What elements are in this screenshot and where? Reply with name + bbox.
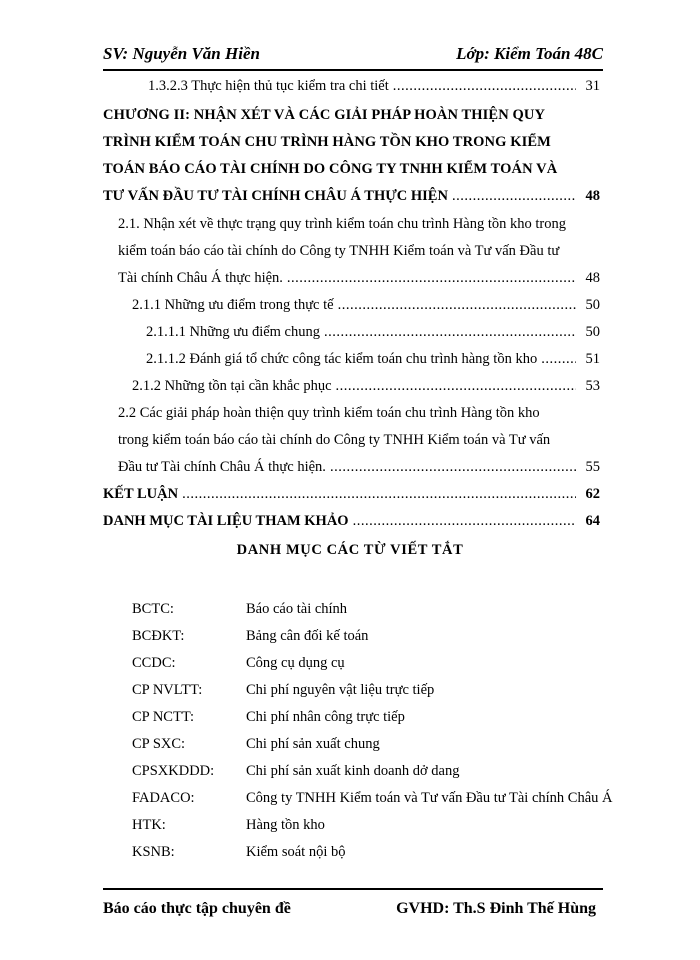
abbreviation-meaning: Công ty TNHH Kiểm toán và Tư vấn Đầu tư Tài chính Châu Á — [246, 790, 613, 806]
toc-page-number: 31 — [585, 78, 600, 94]
toc-entry-text: 2.1.1.1 Những ưu điểm chung — [146, 324, 320, 340]
toc-chapter-2-line-3: TOÁN BÁO CÁO TÀI CHÍNH DO CÔNG TY TNHH KIỂM TOÁN VÀ — [103, 161, 558, 177]
toc-section-2-1-line-1: 2.1. Nhận xét về thực trạng quy trình kiểm toán chu trình Hàng tồn kho trong — [118, 216, 567, 232]
abbreviations-title: DANH MỤC CÁC TỪ VIẾT TẮT — [236, 542, 464, 558]
abbreviation-meaning: Chi phí nhân công trực tiếp — [246, 709, 405, 725]
toc-section-2-2-line-2: trong kiểm toán báo cáo tài chính do Công ty TNHH Kiểm toán và Tư vấn — [118, 432, 551, 448]
toc-page-number: 48 — [585, 270, 600, 286]
toc-leader — [336, 378, 576, 395]
abbreviation-term: CP NVLTT: — [132, 682, 203, 698]
toc-entry-text: Đầu tư Tài chính Châu Á thực hiện. — [118, 459, 326, 475]
abbreviation-meaning: Chi phí sản xuất chung — [246, 736, 380, 752]
toc-page-number: 55 — [585, 459, 600, 475]
abbreviation-term: HTK: — [132, 817, 166, 833]
abbreviation-meaning: Hàng tồn kho — [246, 817, 325, 833]
toc-page-number: 50 — [585, 324, 600, 340]
footer-divider — [103, 888, 603, 890]
toc-leader — [393, 78, 576, 95]
toc-entry-text: 1.3.2.3 Thực hiện thủ tục kiểm tra chi tiết — [148, 78, 389, 94]
toc-entry-2-2[interactable] — [118, 459, 600, 476]
toc-page-number: 53 — [585, 378, 600, 394]
abbreviation-term: KSNB: — [132, 844, 175, 860]
toc-entry-2-1[interactable] — [118, 270, 600, 287]
abbreviation-meaning: Công cụ dụng cụ — [246, 655, 345, 671]
toc-leader — [338, 297, 576, 314]
footer-advisor: GVHD: Th.S Đinh Thế Hùng — [396, 900, 596, 917]
toc-entry-2-1-1-2[interactable] — [146, 351, 600, 368]
abbreviation-term: CP NCTT: — [132, 709, 194, 725]
abbreviation-meaning: Báo cáo tài chính — [246, 601, 348, 617]
abbreviation-term: CP SXC: — [132, 736, 186, 752]
toc-entry-text: 2.1.1 Những ưu điểm trong thực tế — [132, 297, 334, 313]
abbreviation-term: BCTC: — [132, 601, 174, 617]
toc-page-number: 51 — [585, 351, 600, 367]
toc-entry-2-1-1-1[interactable] — [146, 324, 600, 341]
header-divider — [103, 69, 603, 71]
header-student-name: SV: Nguyễn Văn Hiền — [103, 44, 260, 63]
toc-leader — [182, 486, 576, 503]
toc-page-number: 62 — [585, 486, 600, 502]
abbreviation-meaning: Kiểm soát nội bộ — [246, 844, 346, 860]
abbreviation-term: BCĐKT: — [132, 628, 185, 644]
abbreviation-term: CPSXKDDD: — [132, 763, 215, 779]
toc-entry-text: 2.1.1.2 Đánh giá tổ chức công tác kiểm toán chu trình hàng tồn kho — [146, 351, 538, 367]
toc-leader — [324, 324, 576, 341]
toc-page-number: 64 — [585, 513, 600, 529]
abbreviation-term: CCDC: — [132, 655, 176, 671]
toc-page-number: 48 — [585, 188, 600, 204]
toc-entry-text: DANH MỤC TÀI LIỆU THAM KHẢO — [103, 513, 349, 529]
toc-chapter-2-line-1: CHƯƠNG II: NHẬN XÉT VÀ CÁC GIẢI PHÁP HOÀN THIỆN QUY — [103, 107, 546, 123]
toc-leader — [541, 351, 576, 368]
toc-page-number: 50 — [585, 297, 600, 313]
abbreviation-meaning: Chi phí sản xuất kinh doanh dở dang — [246, 763, 460, 779]
toc-entry-references[interactable] — [103, 513, 600, 530]
toc-entry-text: TƯ VẤN ĐẦU TƯ TÀI CHÍNH CHÂU Á THỰC HIỆN — [103, 188, 448, 204]
toc-entry-1-3-2-3[interactable] — [148, 78, 600, 95]
toc-entry-text: Tài chính Châu Á thực hiện. — [118, 270, 283, 286]
toc-entry-chapter-2[interactable] — [103, 188, 600, 205]
toc-leader — [452, 188, 576, 205]
header-class: Lớp: Kiểm Toán 48C — [456, 44, 603, 63]
footer-report-title: Báo cáo thực tập chuyên đề — [103, 900, 291, 917]
toc-entry-2-1-1[interactable] — [132, 297, 600, 314]
toc-leader — [353, 513, 576, 530]
toc-entry-conclusion[interactable] — [103, 486, 600, 503]
abbreviation-meaning: Bảng cân đối kế toán — [246, 628, 369, 644]
abbreviation-meaning: Chi phí nguyên vật liệu trực tiếp — [246, 682, 435, 698]
toc-entry-text: KẾT LUẬN — [103, 486, 179, 502]
toc-section-2-2-line-1: 2.2 Các giải pháp hoàn thiện quy trình kiểm toán chu trình Hàng tồn kho — [118, 405, 540, 421]
toc-entry-2-1-2[interactable] — [132, 378, 600, 395]
abbreviation-term: FADACO: — [132, 790, 195, 806]
toc-leader — [287, 270, 576, 287]
toc-entry-text: 2.1.2 Những tồn tại cần khắc phục — [132, 378, 332, 394]
toc-leader — [330, 459, 576, 476]
toc-chapter-2-line-2: TRÌNH KIỂM TOÁN CHU TRÌNH HÀNG TỒN KHO TRONG KIỂM — [103, 134, 551, 150]
toc-section-2-1-line-2: kiểm toán báo cáo tài chính do Công ty TNHH Kiểm toán và Tư vấn Đầu tư — [118, 243, 560, 259]
